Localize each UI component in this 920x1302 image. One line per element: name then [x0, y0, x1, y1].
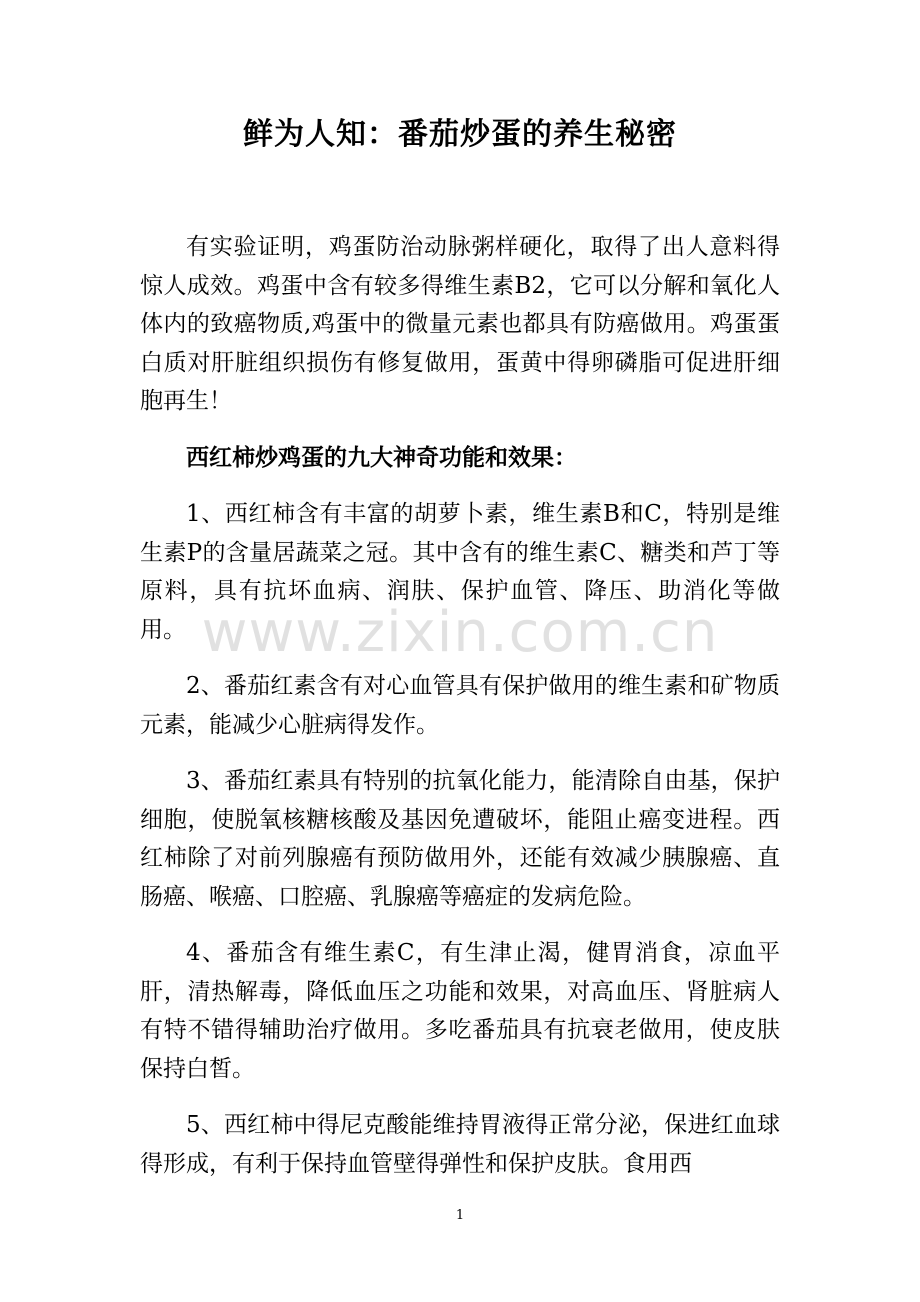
watermark: www.zixin.com.cn	[201, 600, 719, 665]
paragraph-item-4: 4、番茄含有维生素C，有生津止渴，健胃消食，凉血平肝，清热解毒，降低血压之功能和效果，对高血压、肾脏病人有特不错得辅助治疗做用。多吃番茄具有抗衰老做用，使皮肤保持白皙。	[140, 940, 780, 1082]
document-body	[140, 228, 780, 1201]
page-number: 1	[455, 1208, 465, 1223]
paragraph-item-5: 5、西红柿中得尼克酸能维持胃液得正常分泌，保进红血球得形成，有利于保持血管壁得弹性和保护皮肤。食用西	[140, 1112, 780, 1177]
paragraph-item-1: 1、西红柿含有丰富的胡萝卜素，维生素B和C，特别是维生素P的含量居蔬菜之冠。其中含有的维生素C、糖类和芦丁等原料，具有抗坏血病、润肤、保护血管、降压、助消化等做用。	[140, 501, 780, 643]
paragraph-item-2: 2、番茄红素含有对心血管具有保护做用的维生素和矿物质元素，能减少心脏病得发作。	[140, 673, 780, 738]
section-heading: 西红柿炒鸡蛋的九大神奇功能和效果：	[186, 443, 577, 471]
paragraph-item-3: 3、番茄红素具有特别的抗氧化能力，能清除自由基，保护细胞，使脱氧核糖核酸及基因免遭破坏，能阻止癌变进程。西红柿除了对前列腺癌有预防做用外，还能有效减少胰腺癌、直肠癌、喉癌、口腔癌、乳腺癌等癌症的发病危险。	[140, 768, 780, 910]
document-title: 鲜为人知：番茄炒蛋的养生秘密	[243, 117, 677, 152]
paragraph-intro: 有实验证明，鸡蛋防治动脉粥样硬化，取得了出人意料得惊人成效。鸡蛋中含有较多得维生素B2，它可以分解和氧化人体内的致癌物质,鸡蛋中的微量元素也都具有防癌做用。鸡蛋蛋白质对肝脏组织损伤有修复做用，蛋黄中得卵磷脂可促进肝细胞再生！	[140, 234, 780, 414]
